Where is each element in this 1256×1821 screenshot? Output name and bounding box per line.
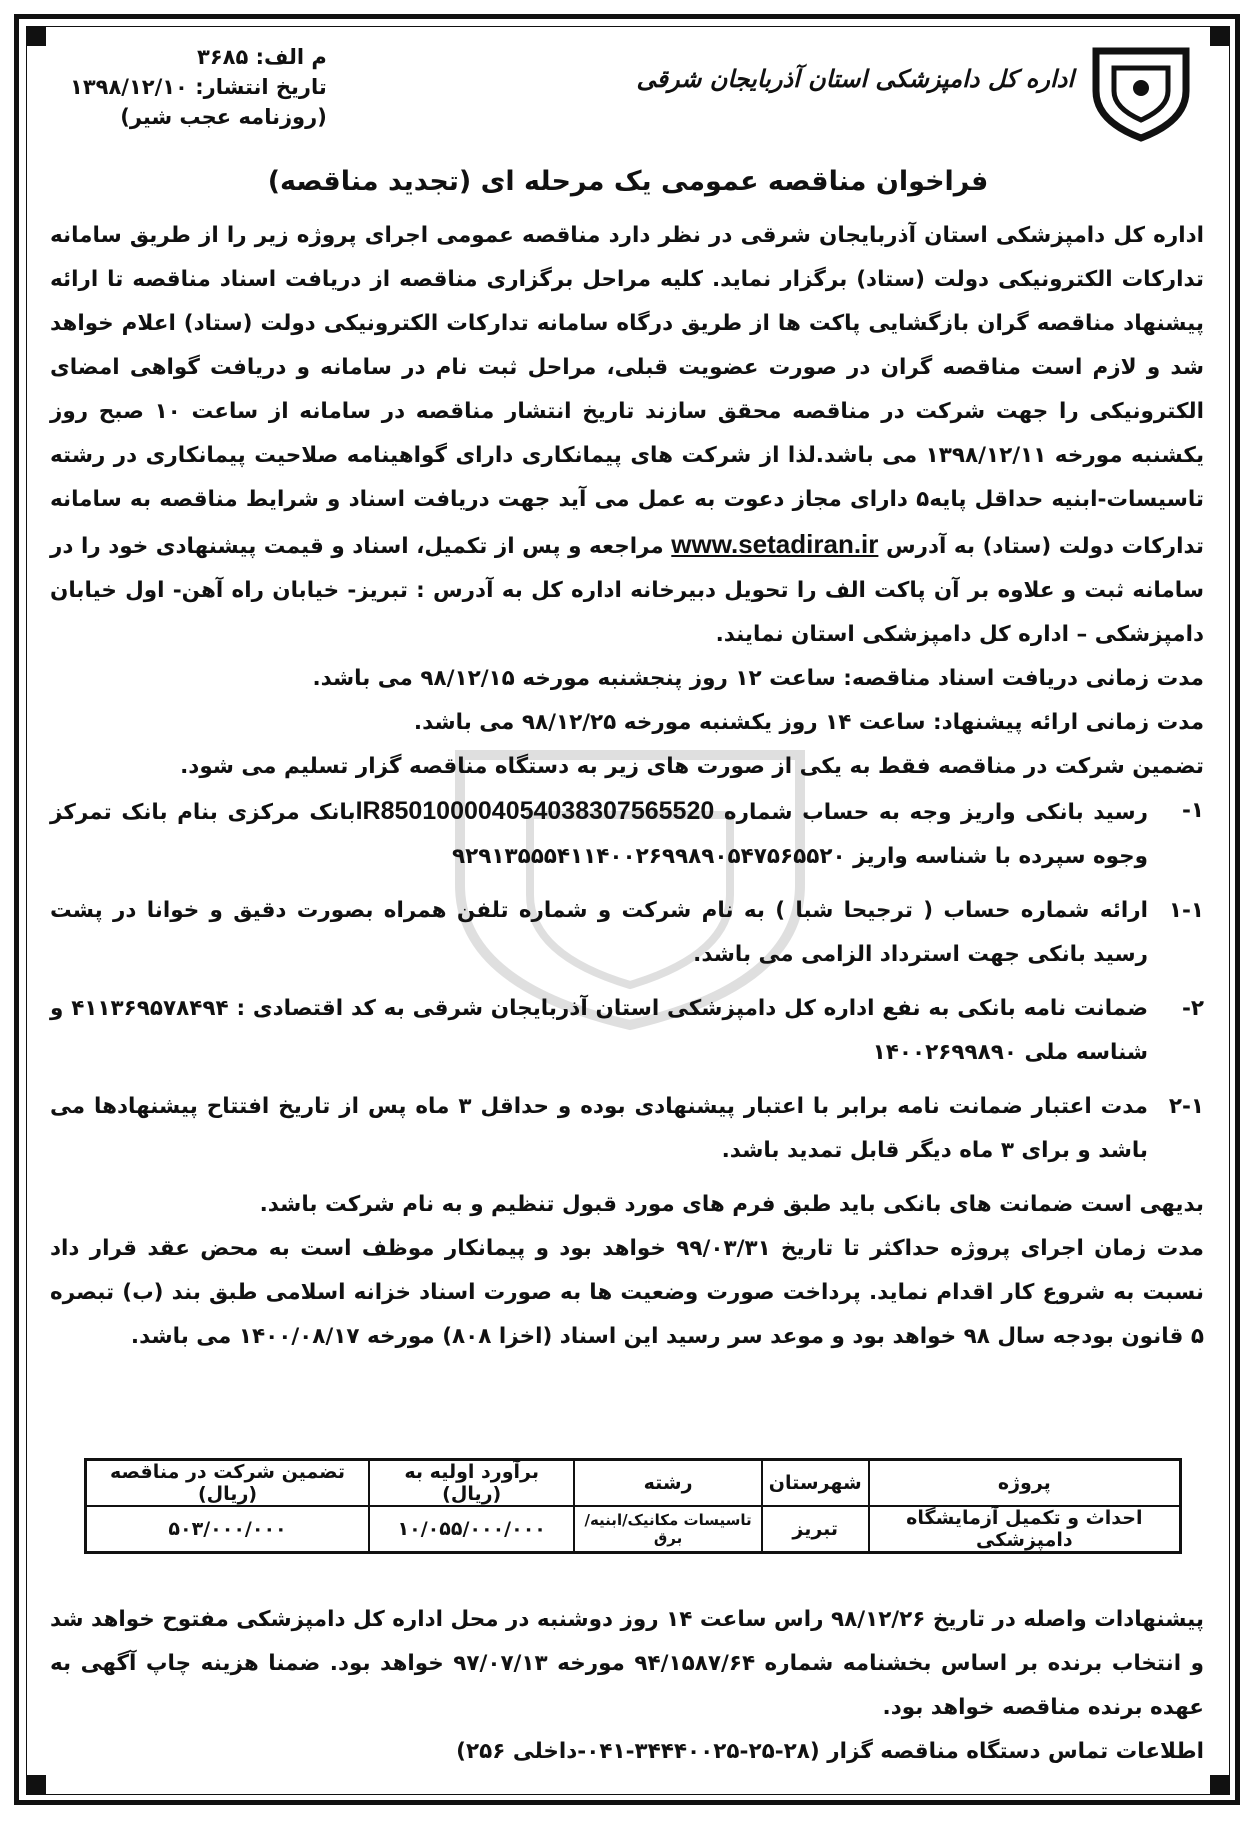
table-row bbox=[86, 1506, 1181, 1553]
table-cell: ۵۰۳/۰۰۰/۰۰۰ bbox=[86, 1506, 370, 1553]
table-header-row bbox=[86, 1460, 1181, 1507]
intro-paragraph: اداره کل دامپزشکی استان آذربایجان شرقی در نظر دارد مناقصه عمومی اجرای پروژه زیر را از طریق سامانه تدارکات الکترونیکی دولت (ستاد) برگزار نماید. کلیه مراحل برگزاری مناقصه از دریافت اسناد مناقصه تا ارائه پیشنهاد مناقصه گران بازگشایی پاکت ها از طریق درگاه سامانه تدارکات الکترونیکی دولت (ستاد) اعلام خواهد شد و لازم است مناقصه گران در صورت عضویت قبلی، مراحل ثبت نام در سامانه و دریافت گواهی امضای الکترونیکی را جهت شرکت در مناقصه محقق سازند تاریخ انتشار مناقصه در سامانه از ساعت ۱۰ صبح روز یکشنبه مورخه ۱۳۹۸/۱۲/۱۱ می باشد.لذا از شرکت های پیمانکاری دارای گواهینامه صلاحیت پیمانکاری در رشته تاسیسات-ابنیه حداقل پایه۵ دارای مجاز دعوت به عمل می آید جهت دریافت اسناد و شرایط مناقصه به سامانه تدارکات دولت (ستاد) به آدرس www.setadiran.ir مراجعه و پس از تکمیل، اسناد و قیمت پیشنهادی خود را در سامانه ثبت و علاوه بر آن پاکت الف را تحویل دبیرخانه اداره کل به آدرس : تبریز- خیابان راه آهن- اول خیابان دامپزشکی – اداره کل دامپزشکی استان نمایند. bbox=[50, 223, 1205, 647]
table-header: شهرستان bbox=[762, 1460, 869, 1507]
table-cell: احداث و تکمیل آزمایشگاه دامپزشکی bbox=[869, 1506, 1181, 1553]
list-item: ۱- رسید بانکی واریز وجه به حساب شماره IR850100004054038307565520بانک مرکزی بنام بانک تمرکز وجوه سپرده با شناسه واریز ۹۲۹۱۳۵۵۵۴۱۱۴۰۰۲۶۹۹۸۹۰۵۴۷۵۶۵۵۲۰ bbox=[50, 797, 1204, 869]
contact-info: اطلاعات تماس دستگاه مناقصه گزار (۲۸-۲۵-۳۴۴۴۰۰۲۵-۰۴۱-داخلی ۲۵۶) bbox=[456, 1739, 1204, 1764]
project-table bbox=[84, 1458, 1182, 1554]
corner-ornament bbox=[1210, 26, 1230, 46]
list-item: ۲- ضمانت نامه بانکی به نفع اداره کل دامپزشکی استان آذربایجان شرقی به کد اقتصادی : ۴۱۱۳۶۹۵۷۸۴۹۴ و شناسه ملی ۱۴۰۰۲۶۹۹۸۹۰ bbox=[50, 996, 1204, 1065]
list-item: ۲-۱ مدت اعتبار ضمانت نامه برابر با اعتبار پیشنهادی بوده و حداقل ۳ ماه پس از تاریخ افتتاح پیشنهادها می باشد و برای ۳ ماه دیگر قابل تمدید باشد. bbox=[50, 1094, 1204, 1163]
footer bbox=[50, 1598, 1204, 1774]
offer-deadline: مدت زمانی ارائه پیشنهاد: ساعت ۱۴ روز یکشنبه مورخه ۹۸/۱۲/۲۵ می باشد. bbox=[413, 710, 1204, 735]
newspaper-name: (روزنامه عجب شیر) bbox=[120, 105, 327, 129]
duration-note: مدت زمان اجرای پروژه حداکثر تا تاریخ ۹۹/۰۳/۳۱ خواهد بود و پیمانکار موظف است به محض عقد قرار داد نسبت به شروع کار اقدام نماید. پرداخت صورت وضعیت ها به صورت اسناد خزانه اسلامی طبق بند (ب) تبصره ۵ قانون بودجه سال ۹۸ خواهد بود و موعد سر رسید این اسناد (اخزا ۸۰۸) مورخه ۱۴۰۰/۰۸/۱۷ می باشد. bbox=[50, 1236, 1204, 1349]
list-item: ۱-۱ ارائه شماره حساب ( ترجیحا شبا ) به نام شرکت و شماره تلفن همراه بصورت دقیق و خوانا در پشت رسید بانکی جهت استرداد الزامی می باشد. bbox=[50, 898, 1204, 967]
guarantee-intro: تضمین شرکت در مناقصه فقط به یکی از صورت های زیر به دستگاه مناقصه گزار تسلیم می شود. bbox=[180, 754, 1204, 779]
corner-ornament bbox=[26, 1775, 46, 1795]
ad-meta bbox=[70, 42, 327, 132]
table-header: برآورد اولیه به (ریال) bbox=[369, 1460, 574, 1507]
website-link[interactable]: www.setadiran.ir bbox=[671, 529, 879, 559]
table-cell: تاسیسات مکانیک/ابنیه/برق bbox=[574, 1506, 761, 1553]
veterinary-logo-icon bbox=[1086, 36, 1196, 146]
table-header: رشته bbox=[574, 1460, 761, 1507]
corner-ornament bbox=[1210, 1775, 1230, 1795]
announcement-body bbox=[50, 214, 1204, 1359]
header bbox=[60, 36, 1196, 156]
org-name: اداره کل دامپزشکی استان آذربایجان شرقی bbox=[636, 64, 1074, 93]
publish-date: تاریخ انتشار: ۱۳۹۸/۱۲/۱۰ bbox=[70, 75, 327, 99]
table-header: پروژه bbox=[869, 1460, 1181, 1507]
table-cell: تبریز bbox=[762, 1506, 869, 1553]
opening-note: پیشنهادات واصله در تاریخ ۹۸/۱۲/۲۶ راس ساعت ۱۴ روز دوشنبه در محل اداره کل دامپزشکی مفتوح خواهد شد و انتخاب برنده بر اساس بخشنامه شماره ۹۴/۱۵۸۷/۶۴ مورخه ۹۷/۰۷/۱۳ خواهد بود. ضمنا هزینه چاپ آگهی به عهده برنده مناقصه خواهد بود. bbox=[50, 1607, 1204, 1720]
corner-ornament bbox=[26, 26, 46, 46]
ad-number: م الف: ۳۶۸۵ bbox=[197, 45, 327, 69]
account-number: IR850100004054038307565520 bbox=[355, 797, 715, 825]
docs-deadline: مدت زمانی دریافت اسناد مناقصه: ساعت ۱۲ روز پنجشنبه مورخه ۹۸/۱۲/۱۵ می باشد. bbox=[312, 666, 1204, 691]
page-title: فراخوان مناقصه عمومی یک مرحله ای (تجدید مناقصه) bbox=[267, 166, 989, 197]
table-header: تضمین شرکت در مناقصه (ریال) bbox=[86, 1460, 370, 1507]
form-note: بدیهی است ضمانت های بانکی باید طبق فرم های مورد قبول تنظیم و به نام شرکت باشد. bbox=[259, 1192, 1204, 1217]
table-cell: ۱۰/۰۵۵/۰۰۰/۰۰۰ bbox=[369, 1506, 574, 1553]
